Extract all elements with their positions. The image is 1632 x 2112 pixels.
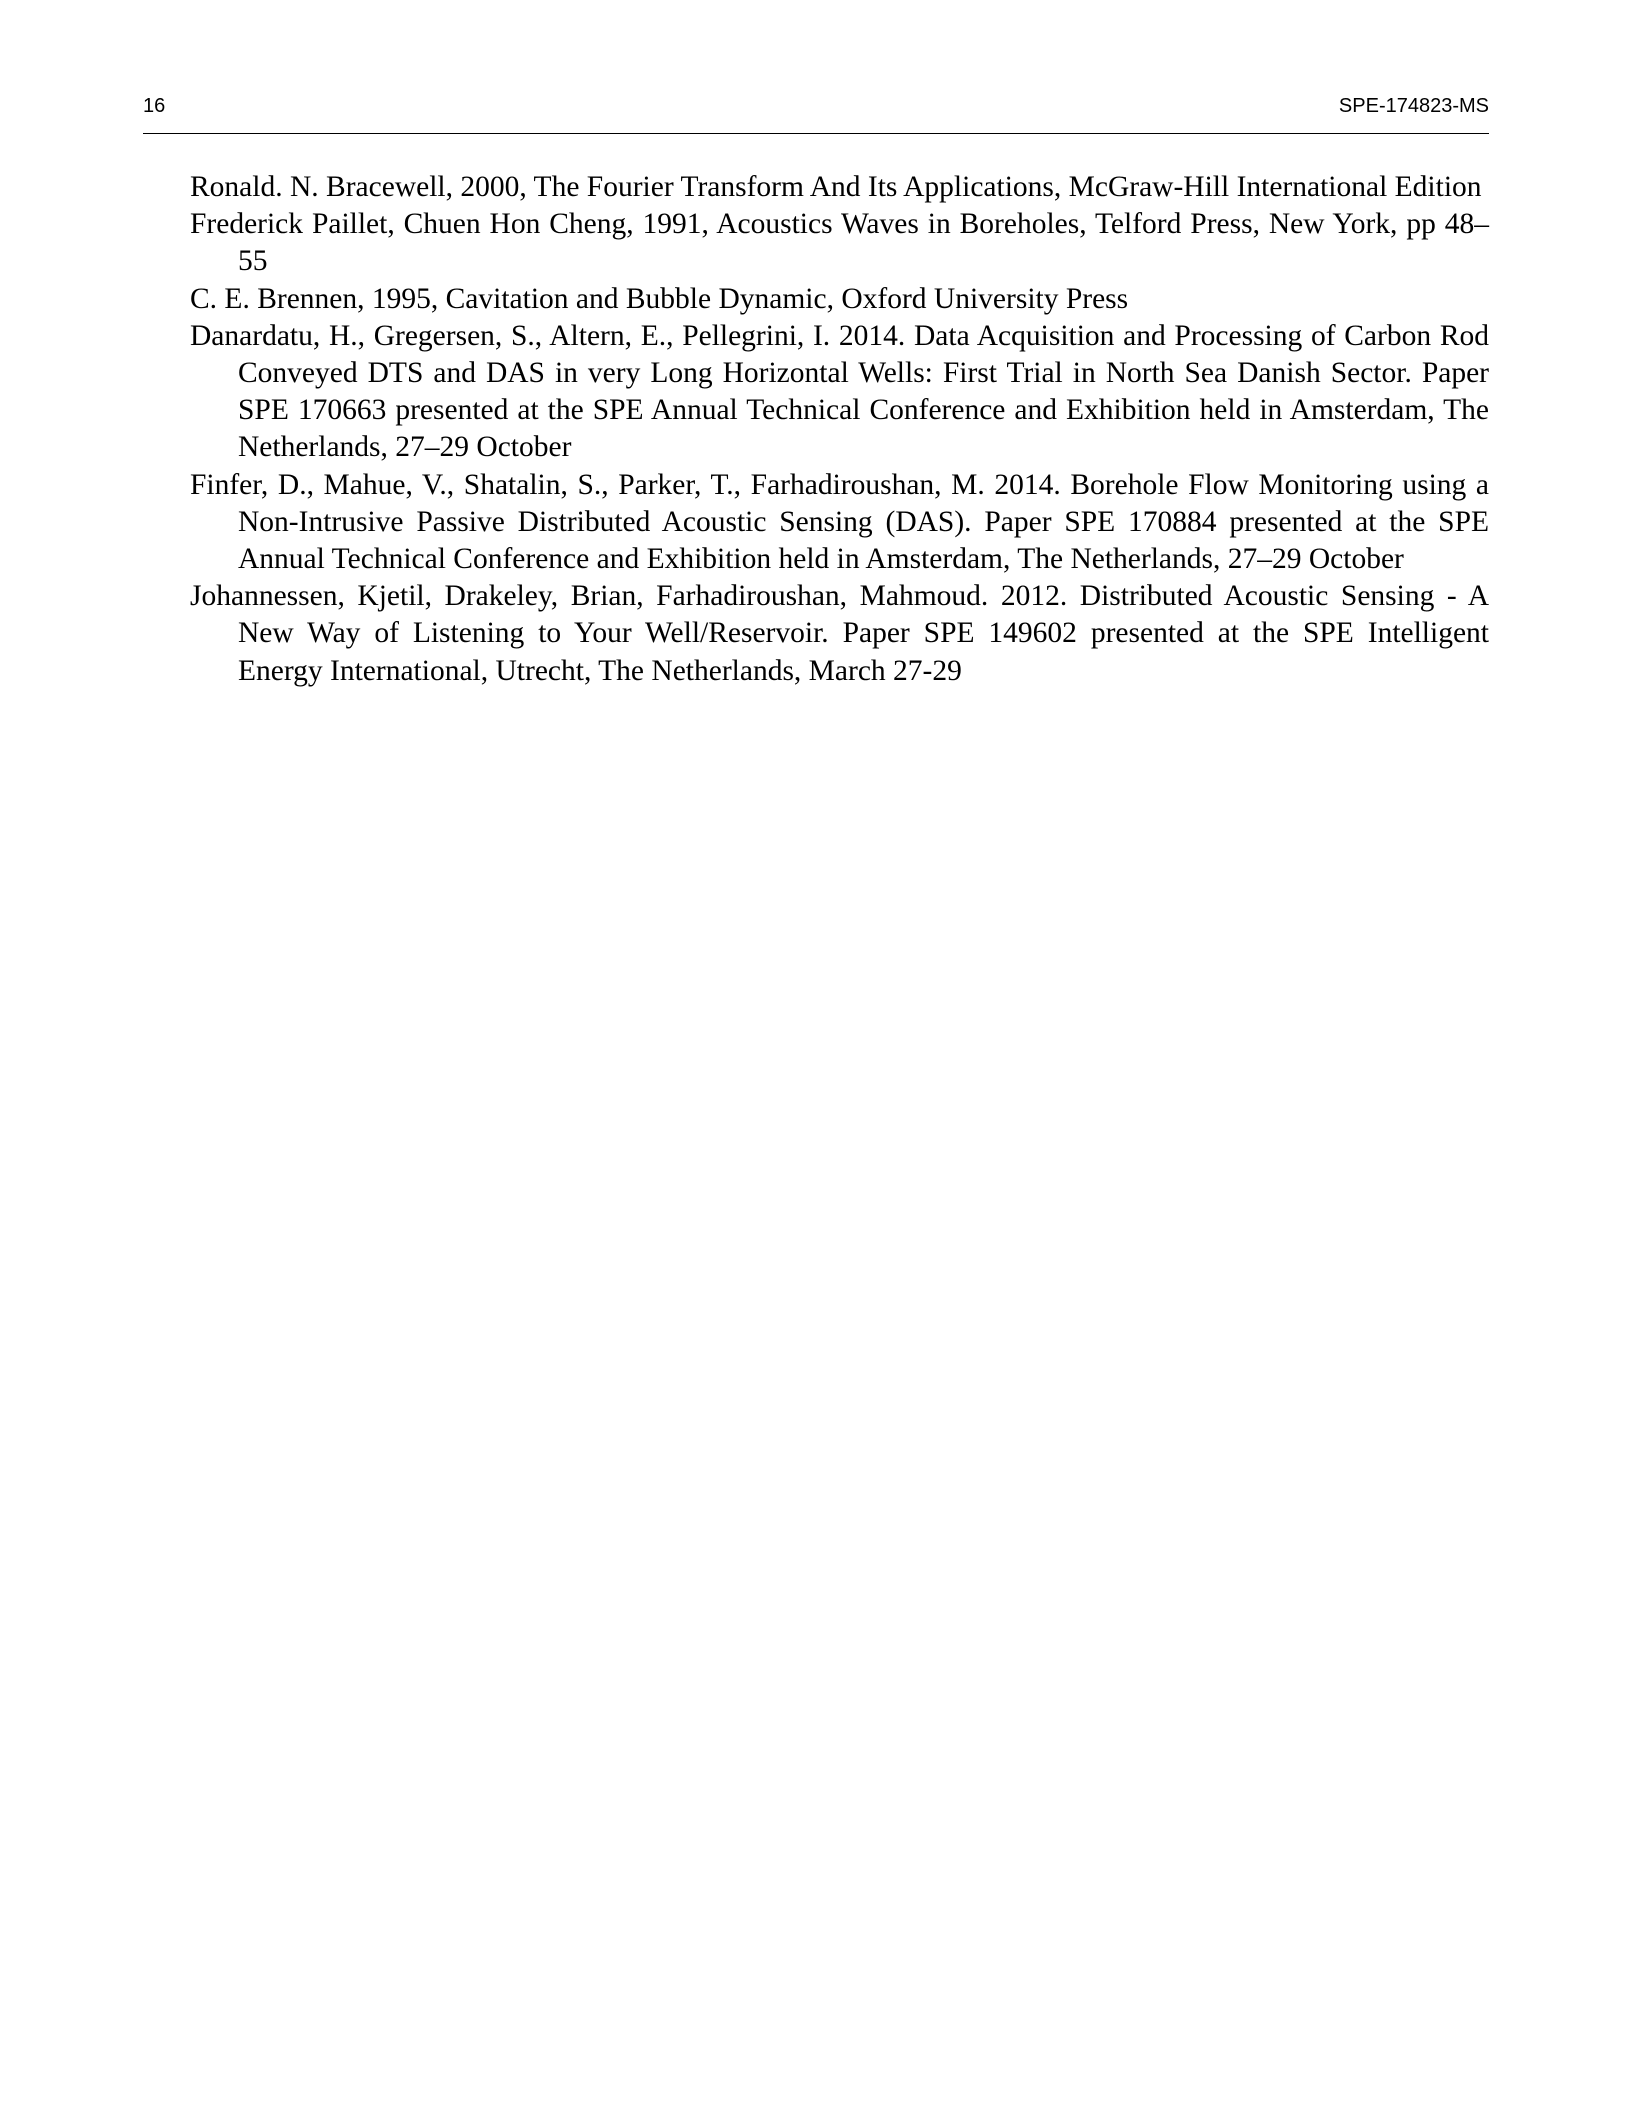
- reference-item: C. E. Brennen, 1995, Cavitation and Bubble Dynamic, Oxford University Press: [190, 282, 1129, 315]
- page-number: 16: [143, 95, 166, 117]
- reference-item: Ronald. N. Bracewell, 2000, The Fourier Transform And Its Applications, McGraw-Hill International Edition: [190, 171, 1482, 203]
- reference-item: Frederick Paillet, Chuen Hon Cheng, 1991, Acoustics Waves in Boreholes, Telford Press, New York, pp 48–55: [190, 208, 1489, 278]
- page-header: [143, 92, 1489, 120]
- reference-list: [190, 169, 1489, 690]
- reference-item: Finfer, D., Mahue, V., Shatalin, S., Parker, T., Farhadiroushan, M. 2014. Borehole Flow Monitoring using a Non-Intrusive Passive Distributed Acoustic Sensing (DAS). Paper SPE 170884 presented at the SPE Annual Technical Conference and Exhibition held in Amsterdam, The Netherlands, 27–29 October: [190, 468, 1489, 576]
- reference-item: Johannessen, Kjetil, Drakeley, Brian, Farhadiroushan, Mahmoud. 2012. Distributed Acoustic Sensing - A New Way of Listening to Your Well/Reservoir. Paper SPE 149602 presented at the SPE Intelligent Energy International, Utrecht, The Netherlands, March 27-29: [190, 580, 1489, 687]
- paper-id: SPE-174823-MS: [1338, 95, 1489, 117]
- reference-item: Danardatu, H., Gregersen, S., Altern, E., Pellegrini, I. 2014. Data Acquisition and Processing of Carbon Rod Conveyed DTS and DAS in very Long Horizontal Wells: First Trial in North Sea Danish Sector. Paper SPE 170663 presented at the SPE Annual Technical Conference and Exhibition held in Amsterdam, The Netherlands, 27–29 October: [190, 319, 1489, 464]
- header-divider: [143, 133, 1489, 134]
